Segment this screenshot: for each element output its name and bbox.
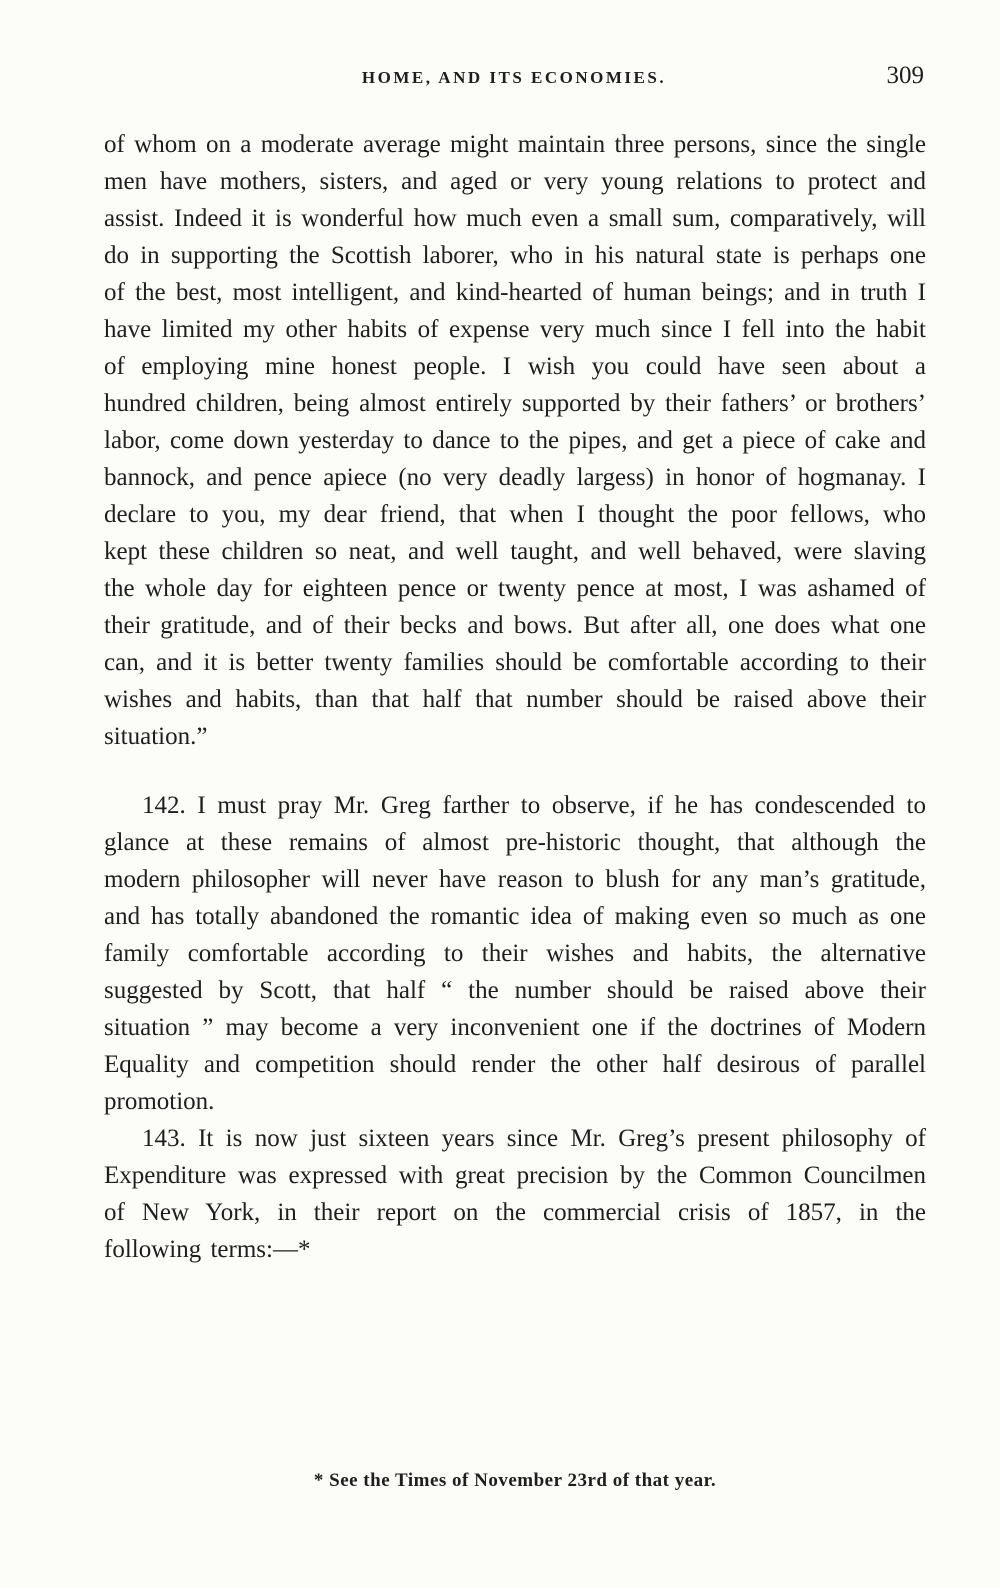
footnote: * See the Times of November 23rd of that year. <box>313 1470 717 1491</box>
page-header <box>104 62 924 94</box>
running-title: HOME, AND ITS ECONOMIES. <box>361 68 667 87</box>
paragraph-142: 142. I must pray Mr. Greg farther to observe, if he has condescended to glance at these remains of almost pre-historic thought, that although the modern philosopher will never have reason to blush for any man’s gratitude, and has totally abandoned the romantic idea of making even so much as one family comfortable according to their wishes and habits, the alternative suggested by Scott, that half “ the number should be raised above their situation ” may become a very inconvenient one if the doctrines of Modern Equality and competition should render the other half desirous of parallel promotion. <box>104 792 926 1115</box>
page-number: 309 <box>886 62 924 89</box>
paragraph-quote-continuation: of whom on a moderate average might maintain three persons, since the single men have mothers, sisters, and aged or very young relations to protect and assist. Indeed it is wonderful how much even a small sum, comparatively, will do in supporting the Scottish laborer, who in his natural state is perhaps one of the best, most intelligent, and kind-hearted of human beings; and in truth I have limited my other habits of expense very much since I fell into the habit of employing mine honest people. I wish you could have seen about a hundred children, being almost entirely supported by their fathers’ or brothers’ labor, come down yesterday to dance to the pipes, and get a piece of cake and bannock, and pence apiece (no very deadly largess) in honor of hogmanay. I declare to you, my dear friend, that when I thought the poor fellows, who kept these children so neat, and well taught, and well behaved, were slaving the whole day for eighteen pence or twenty pence at most, I was ashamed of their gratitude, and of their becks and bows. But after all, one does what one can, and it is better twenty families should be comfortable according to their wishes and habits, than that half that number should be raised above their situation.” <box>104 131 926 750</box>
paragraph-143: 143. It is now just sixteen years since Mr. Greg’s present philosophy of Expenditure was expressed with great precision by the Common Councilmen of New York, in their report on the commercial crisis of 1857, in the following terms:—* <box>104 1125 926 1263</box>
page-body <box>104 126 926 1268</box>
